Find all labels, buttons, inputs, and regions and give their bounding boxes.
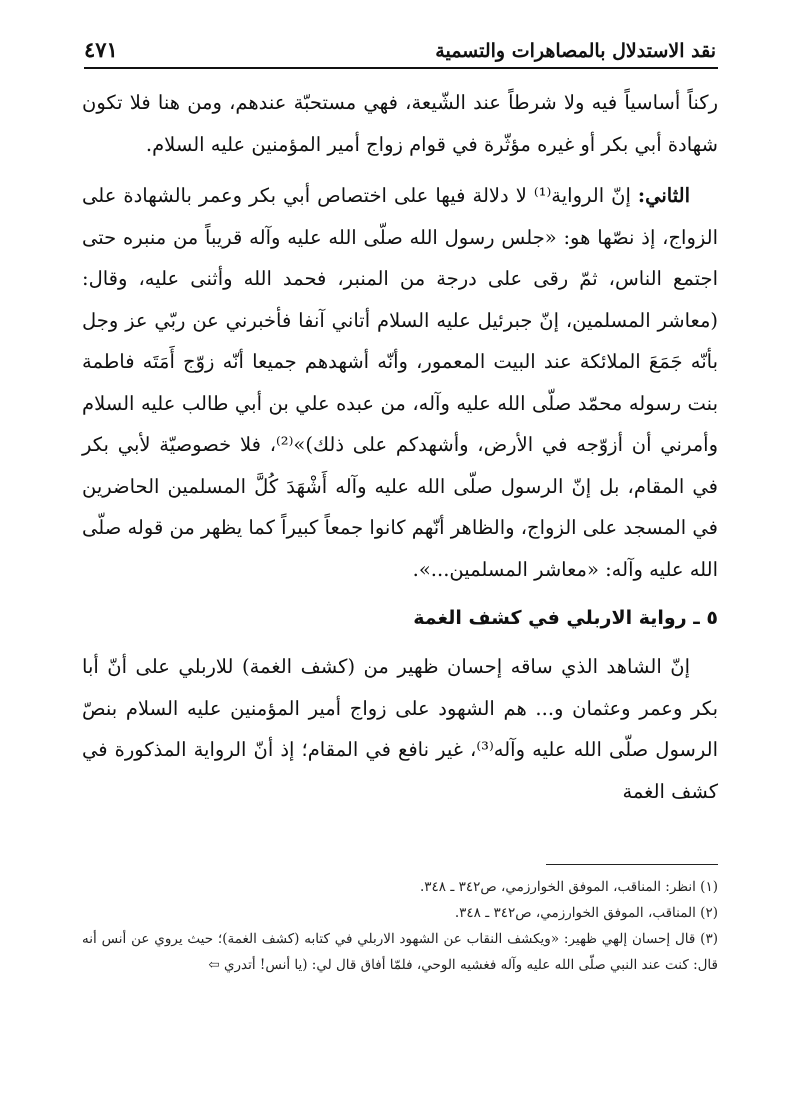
footnote-separator — [546, 864, 718, 865]
paragraph-1: ركناً أساسياً فيه ولا شرطاً عند الشّيعة، فهي مستحبّة عندهم، ومن هنا فلا تكون شهادة أبي بكر أو غيره مؤثّرة في قوام زواج أمير المؤمنين عليه السلام. — [82, 91, 718, 156]
running-header — [84, 28, 716, 62]
footnotes — [82, 874, 718, 978]
running-title: نقد الاستدلال بالمصاهرات والتسمية — [435, 40, 716, 62]
footnote-2: (٢) المناقب، الموفق الخوارزمي، ص٣٤٢ ـ ٣٤٨. — [454, 905, 718, 921]
paragraph-2-lead: الثاني: — [637, 184, 690, 207]
paragraph-3: إنّ الشاهد الذي ساقه إحسان ظهير من (كشف الغمة) للاربلي على أنّ أبا بكر وعمر وعثمان و... هم الشهود على زواج أمير المؤمنين عليه السلام بنصّ الرسول صلّى الله عليه وآله⁽³⁾، غير نافع في المقام؛ إذ أنّ الرواية المذكورة في كشف الغمة — [82, 655, 719, 803]
header-rule — [84, 67, 718, 69]
section-heading: ٥ ـ رواية الاربلي في كشف الغمة — [413, 607, 718, 629]
page-number: ٤٧١ — [84, 37, 118, 62]
main-text — [82, 82, 718, 812]
paragraph-2 — [82, 175, 718, 590]
footnote-3: (٣) قال إحسان إلهي ظهير: «ويكشف النقاب عن الشهود الاربلي في كتابه (كشف الغمة)؛ حيث يروي عن أنس أنه قال: كنت عند النبي صلّى الله عليه وآله فغشيه الوحي، فلمّا أفاق قال لي: (يا أنس! أتدري ⇦ — [82, 931, 718, 973]
paragraph-2-text: إنّ الرواية⁽¹⁾ لا دلالة فيها على اختصاص أبي بكر وعمر بالشهادة على الزواج، إذ نصّها هو: «جلس رسول الله صلّى الله عليه وآله قريباً من منبره حتى اجتمع الناس، ثمّ رقى على درجة من المنبر، فحمد الله وأثنى عليه، وقال: (معاشر المسلمين، إنّ جبرئيل عليه السلام أتاني آنفا فأخبرني عن ربّي عز وجل بأنّه جَمَعَ الملائكة عند البيت المعمور، وأنّه أشهدهم جميعا أنّه زوّج أَمَتَه فاطمة بنت رسوله محمّد صلّى الله عليه وآله، من عبده علي بن أبي طالب عليه السلام وأمرني أن أزوّجه في الأرض، وأشهدكم على ذلك)»⁽²⁾، فلا خصوصيّة لأبي بكر في المقام، بل إنّ الرسول صلّى الله عليه وآله أَشْهَدَ كُلَّ المسلمين الحاضرين في المسجد على الزواج، والظاهر أنّهم كانوا جمعاً كبيراً كما يظهر من قوله صلّى الله عليه وآله: «معاشر المسلمين...». — [82, 184, 718, 581]
footnote-1: (١) انظر: المناقب، الموفق الخوارزمي، ص٣٤٢ ـ ٣٤٨. — [419, 879, 718, 895]
